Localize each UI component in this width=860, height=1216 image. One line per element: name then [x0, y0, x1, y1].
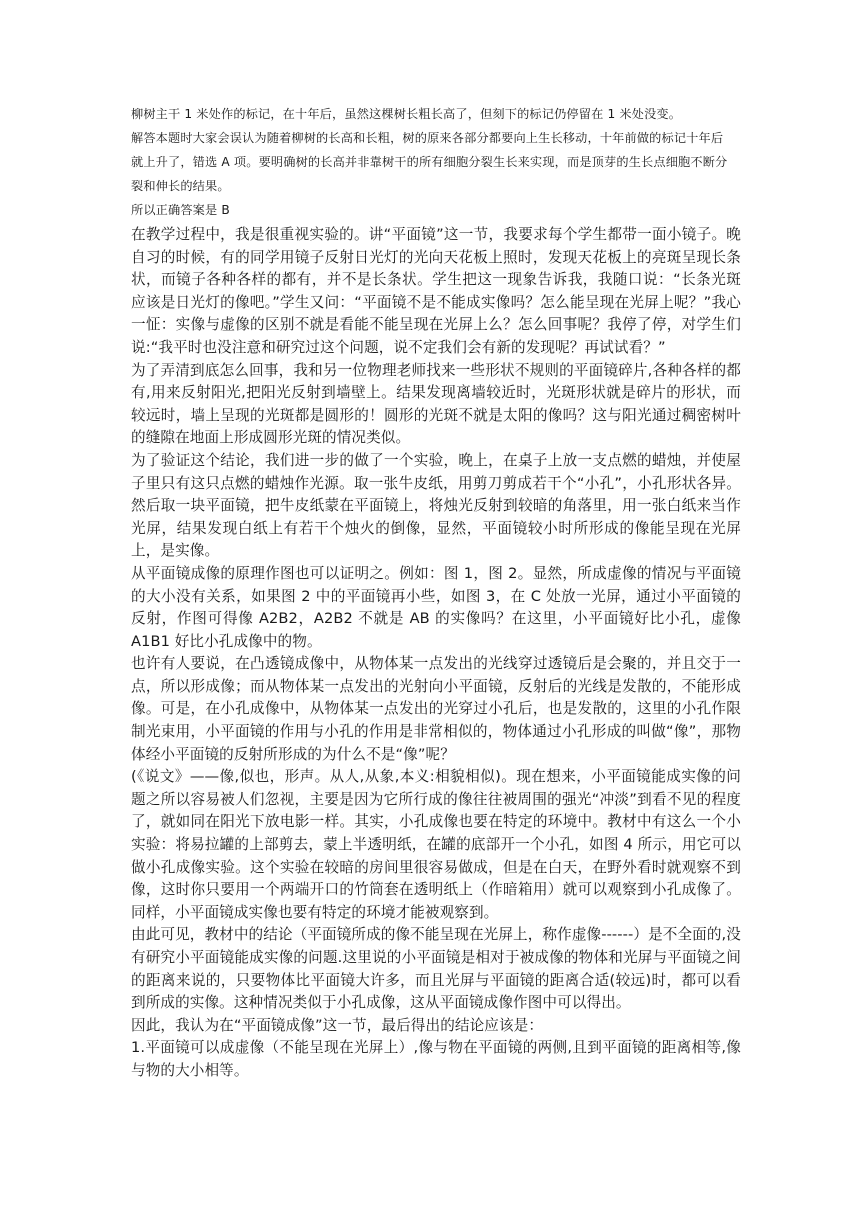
answer-explanation: [131, 102, 731, 222]
paragraph: 为了验证这个结论，我们进一步的做了一个实验，晚上，在桌子上放一支点燃的蜡烛，并使屋子里只有这只点燃的蜡烛作光源。取一张牛皮纸，用剪刀剪成若干个“小孔”，小孔形状各异。然后取一块平面镜，把牛皮纸蒙在平面镜上，将烛光反射到较暗的角落里，用一张白纸来当作光屏，结果发现白纸上有若干个烛火的倒像，显然，平面镜较小时所形成的像能呈现在光屏上，是实像。: [131, 451, 741, 560]
paragraph: 在教学过程中，我是很重视实验的。讲“平面镜”这一节，我要求每个学生都带一面小镜子。晚自习的时候，有的同学用镜子反射日光灯的光向天花板上照时，发现天花板上的亮斑呈现长条状，而镜子各种各样的都有，并不是长条状。学生把这一现象告诉我，我随口说：“长条光斑应该是日光灯的像吧。”学生又问：“平面镜不是不能成实像吗？怎么能呈现在光屏上呢？”我心一怔：实像与虚像的区别不就是看能不能呈现在光屏上么？怎么回事呢？我停了停，对学生们说:“我平时也没注意和研究过这个问题，说不定我们会有新的发现呢？再试试看？”: [131, 226, 741, 356]
intro-answer: 所以正确答案是 B: [131, 203, 230, 217]
paragraph: (《说文》——像,似也，形声。从人,从象,本义:相貌相似)。现在想来，小平面镜能成实像的问题之所以容易被人们忽视，主要是因为它所行成的像往往被周围的强光“冲淡”到看不见的程度了，就如同在阳光下放电影一样。其实，小孔成像也要在特定的环境中。教材中有这么一个小实验：将易拉罐的上部剪去，蒙上半透明纸，在罐的底部开一个小孔，如图 4 所示，用它可以做小孔成像实验。这个实验在较暗的房间里很容易做成，但是在白天，在野外看时就观察不到像，这时你只要用一个两端开口的竹筒套在透明纸上（作暗箱用）就可以观察到小孔成像了。同样，小平面镜成实像也要有特定的环境才能被观察到。: [131, 768, 741, 921]
article-body: [131, 224, 741, 1083]
intro-explanation: 解答本题时大家会误认为随着柳树的长高和长粗，树的原来各部分都要向上生长移动，十年前做的标记十年后就上升了，错选 A 项。要明确树的长高并非靠树干的所有细胞分裂生长来实现，而是顶芽的生长点细胞不断分裂和伸长的结果。: [131, 131, 728, 193]
paragraph: 为了弄清到底怎么回事，我和另一位物理老师找来一些形状不规则的平面镜碎片,各种各样的都有,用来反射阳光,把阳光反射到墙壁上。结果发现离墙较近时，光斑形状就是碎片的形状，而较远时，墙上呈现的光斑都是圆形的！圆形的光斑不就是太阳的像吗？这与阳光通过稠密树叶的缝隙在地面上形成圆形光斑的情况类似。: [131, 361, 741, 447]
paragraph: 也许有人要说，在凸透镜成像中，从物体某一点发出的光线穿过透镜后是会聚的，并且交于一点，所以形成像；而从物体某一点发出的光射向小平面镜，反射后的光线是发散的，不能形成像。可是，在小孔成像中，从物体某一点发出的光穿过小孔后，也是发散的，这里的小孔作限制光束用，小平面镜的作用与小孔的作用是非常相似的，物体通过小孔形成的叫做“像”，那物体经小平面镜的反射所形成的为什么不是“像”呢？: [131, 655, 741, 763]
paragraph: 1.平面镜可以成虚像（不能呈现在光屏上）,像与物在平面镜的两侧,且到平面镜的距离相等,像与物的大小相等。: [131, 1039, 741, 1079]
paragraph: 由此可见，教材中的结论（平面镜所成的像不能呈现在光屏上，称作虚像------）是不全面的,没有研究小平面镜能成实像的问题.这里说的小平面镜是相对于被成像的物体和光屏与平面镜之间的距离来说的，只要物体比平面镜大许多，而且光屏与平面镜的距离合适(较远)时，都可以看到所成的实像。这种情况类似于小孔成像，这从平面镜成像作图中可以得出。: [131, 926, 741, 1012]
intro-line: 柳树主干 1 米处作的标记，在十年后，虽然这棵树长粗长高了，但刻下的标记仍停留在 1 米处没变。: [131, 107, 682, 121]
paragraph: 因此，我认为在“平面镜成像”这一节，最后得出的结论应该是：: [131, 1016, 544, 1034]
paragraph: 从平面镜成像的原理作图也可以证明之。例如：图 1，图 2。显然，所成虚像的情况与平面镜的大小没有关系，如果图 2 中的平面镜再小些，如图 3，在 C 处放一光屏，通过小平面镜的反射，作图可得像 A2B2，A2B2 不就是 AB 的实像吗？在这里，小平面镜好比小孔，虚像 A1B1 好比小孔成像中的物。: [131, 564, 741, 650]
